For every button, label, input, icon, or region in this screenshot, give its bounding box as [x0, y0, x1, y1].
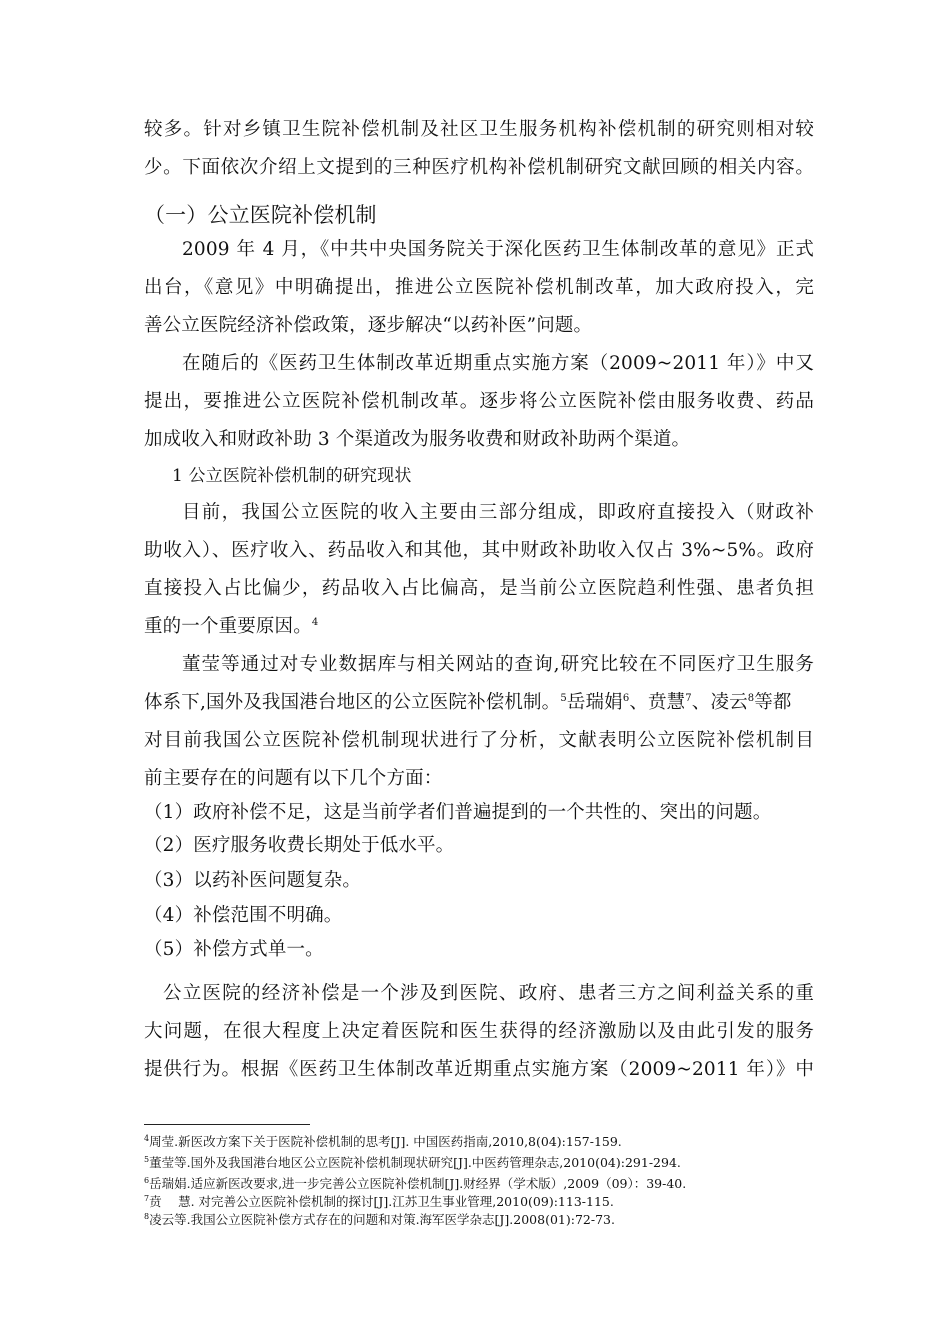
paragraph-line: 直接投入占比偏少，药品收入占比偏高，是当前公立医院趋利性强、患者负担 [144, 578, 814, 599]
footnote [144, 1194, 844, 1210]
paragraph-line: 2009 年 4 月，《中共中央国务院关于深化医药卫生体制改革的意见》正式 [182, 239, 814, 260]
footnote [144, 1134, 844, 1150]
footnote-number: 8 [144, 1211, 150, 1221]
body-line: 少。下面依次介绍上文提到的三种医疗机构补偿机制研究文献回顾的相关内容。 [144, 157, 814, 178]
paragraph-line: 提出，要推进公立医院补偿机制改革。逐步将公立医院补偿由服务收费、药品 [144, 391, 814, 412]
paragraph-line: 助收入）、医疗收入、药品收入和其他，其中财政补助收入仅占 3%~5%。政府 [144, 540, 814, 561]
list-item: （1）政府补偿不足，这是当前学者们普遍提到的一个共性的、突出的问题。 [144, 802, 772, 823]
footnote-number: 4 [144, 1133, 150, 1143]
footnote-ref: 5 [560, 692, 567, 704]
paragraph-text: 体系下,国外及我国港台地区的公立医院补偿机制。 [144, 692, 561, 713]
body-line: 较多。针对乡镇卫生院补偿机制及社区卫生服务机构补偿机制的研究则相对较 [144, 119, 814, 140]
footnote [144, 1176, 844, 1192]
paragraph-text: 等都 [754, 692, 792, 713]
footnote-ref: 7 [685, 692, 692, 704]
paragraph-line: 前主要存在的问题有以下几个方面： [144, 768, 443, 789]
footnote-text: 岳瑞娟.适应新医改要求,进一步完善公立医院补偿机制[J].财经界（学术版）,2009（09）：39-40. [149, 1176, 687, 1191]
list-item: （5）补偿方式单一。 [144, 939, 324, 960]
paragraph-line: 公立医院的经济补偿是一个涉及到医院、政府、患者三方之间利益关系的重 [163, 983, 814, 1004]
footnote-ref: 6 [622, 692, 630, 704]
footnote-ref: 8 [747, 692, 755, 704]
list-item: （3）以药补医问题复杂。 [144, 870, 362, 891]
paragraph-line: 对目前我国公立医院补偿机制现状进行了分析，文献表明公立医院补偿机制目 [144, 730, 814, 751]
paragraph-text: 、凌云 [691, 692, 748, 713]
footnote-separator [144, 1124, 310, 1125]
footnote-number: 7 [144, 1193, 150, 1203]
paragraph-line: 加成收入和财政补助 3 个渠道改为服务收费和财政补助两个渠道。 [144, 429, 691, 450]
paragraph-line: 目前，我国公立医院的收入主要由三部分组成，即政府直接投入（财政补 [182, 502, 814, 523]
footnote-text: 董莹等.国外及我国港台地区公立医院补偿机制现状研究[J].中医药管理杂志,2010(04):291-294. [149, 1155, 681, 1170]
footnote [144, 1212, 844, 1228]
footnote-text: 凌云等.我国公立医院补偿方式存在的问题和对策.海军医学杂志[J].2008(01):72-73. [149, 1212, 615, 1227]
paragraph-line: 董莹等通过对专业数据库与相关网站的查询,研究比较在不同医疗卫生服务 [182, 654, 814, 675]
footnote-number: 5 [144, 1154, 150, 1164]
paragraph-line [144, 691, 814, 715]
paragraph-line: 在随后的《医药卫生体制改革近期重点实施方案（2009~2011 年）》中又 [182, 353, 814, 374]
list-item: （4）补偿范围不明确。 [144, 905, 343, 926]
subheading: 1 公立医院补偿机制的研究现状 [172, 466, 412, 486]
paragraph-line [144, 615, 814, 639]
paragraph-line: 善公立医院经济补偿政策，逐步解决“以药补医”问题。 [144, 315, 593, 336]
footnote [144, 1155, 844, 1171]
paragraph-text: 、贲慧 [629, 692, 686, 713]
section-heading: （一）公立医院补偿机制 [144, 203, 377, 227]
footnote-text: 贲 慧. 对完善公立医院补偿机制的探讨[J].江苏卫生事业管理,2010(09):113-115. [149, 1194, 614, 1209]
footnote-number: 6 [144, 1175, 150, 1185]
paragraph-text: 岳瑞娟 [566, 692, 623, 713]
paragraph-line: 提供行为。根据《医药卫生体制改革近期重点实施方案（2009~2011 年）》中 [144, 1059, 814, 1080]
footnote-text: 周莹.新医改方案下关于医院补偿机制的思考[J]. 中国医药指南,2010,8(04):157-159. [149, 1134, 622, 1149]
footnote-ref: 4 [311, 616, 319, 628]
paragraph-line: 出台，《意见》中明确提出，推进公立医院补偿机制改革，加大政府投入，完 [144, 277, 814, 298]
paragraph-line: 大问题，在很大程度上决定着医院和医生获得的经济激励以及由此引发的服务 [144, 1021, 814, 1042]
paragraph-text: 重的一个重要原因。 [144, 616, 312, 637]
list-item: （2）医疗服务收费长期处于低水平。 [144, 835, 455, 856]
